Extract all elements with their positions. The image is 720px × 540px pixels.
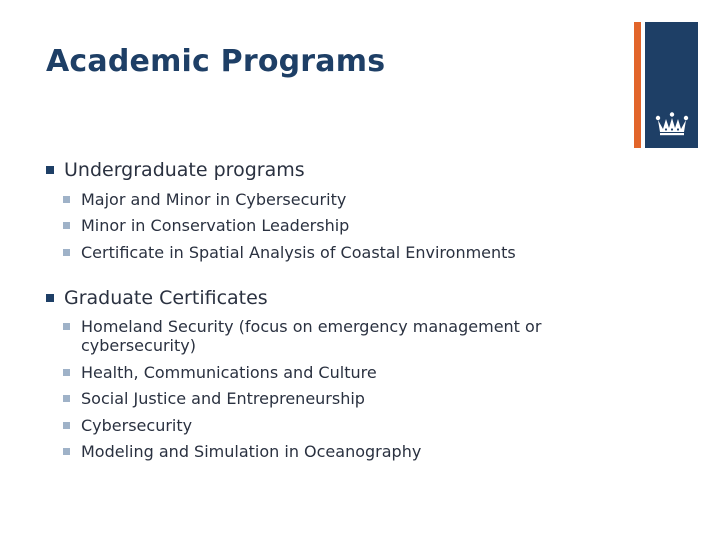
list-item: [46, 416, 606, 435]
accent-bar: [634, 22, 641, 148]
square-bullet-icon: [46, 166, 54, 174]
square-bullet-icon: [63, 369, 70, 376]
crown-icon: [655, 112, 689, 136]
square-bullet-icon: [63, 249, 70, 256]
list-item: [46, 190, 606, 209]
square-bullet-icon: [63, 395, 70, 402]
list-item-text: Homeland Security (focus on emergency management or cybersecurity): [81, 317, 542, 355]
bullet-list: [46, 190, 606, 262]
section-heading: [46, 158, 606, 182]
list-item: [46, 243, 606, 262]
slide-title: Academic Programs: [46, 44, 386, 79]
section-heading-text: Undergraduate programs: [64, 159, 305, 181]
list-item-text: Cybersecurity: [81, 415, 193, 435]
square-bullet-icon: [46, 294, 54, 302]
list-item-text: Certificate in Spatial Analysis of Coastal Environments: [81, 242, 516, 262]
logo-block: [645, 22, 698, 148]
content-area: [46, 158, 606, 461]
square-bullet-icon: [63, 422, 70, 429]
square-bullet-icon: [63, 196, 70, 203]
list-item-text: Minor in Conservation Leadership: [81, 216, 350, 235]
section-undergraduate: [46, 158, 606, 262]
list-item: [46, 389, 606, 408]
list-item: [46, 216, 606, 235]
square-bullet-icon: [63, 222, 70, 229]
list-item-text: Social Justice and Entrepreneurship: [81, 389, 365, 408]
bullet-list: [46, 317, 606, 461]
list-item-text: Modeling and Simulation in Oceanography: [81, 442, 422, 461]
section-heading-text: Graduate Certificates: [64, 286, 268, 309]
section-graduate: [46, 286, 606, 462]
square-bullet-icon: [63, 323, 70, 330]
square-bullet-icon: [63, 448, 70, 455]
list-item: [46, 442, 606, 461]
list-item: [46, 317, 606, 355]
section-heading: [46, 286, 606, 310]
list-item-text: Health, Communications and Culture: [81, 362, 377, 382]
list-item: [46, 363, 606, 382]
list-item-text: Major and Minor in Cybersecurity: [81, 189, 347, 209]
